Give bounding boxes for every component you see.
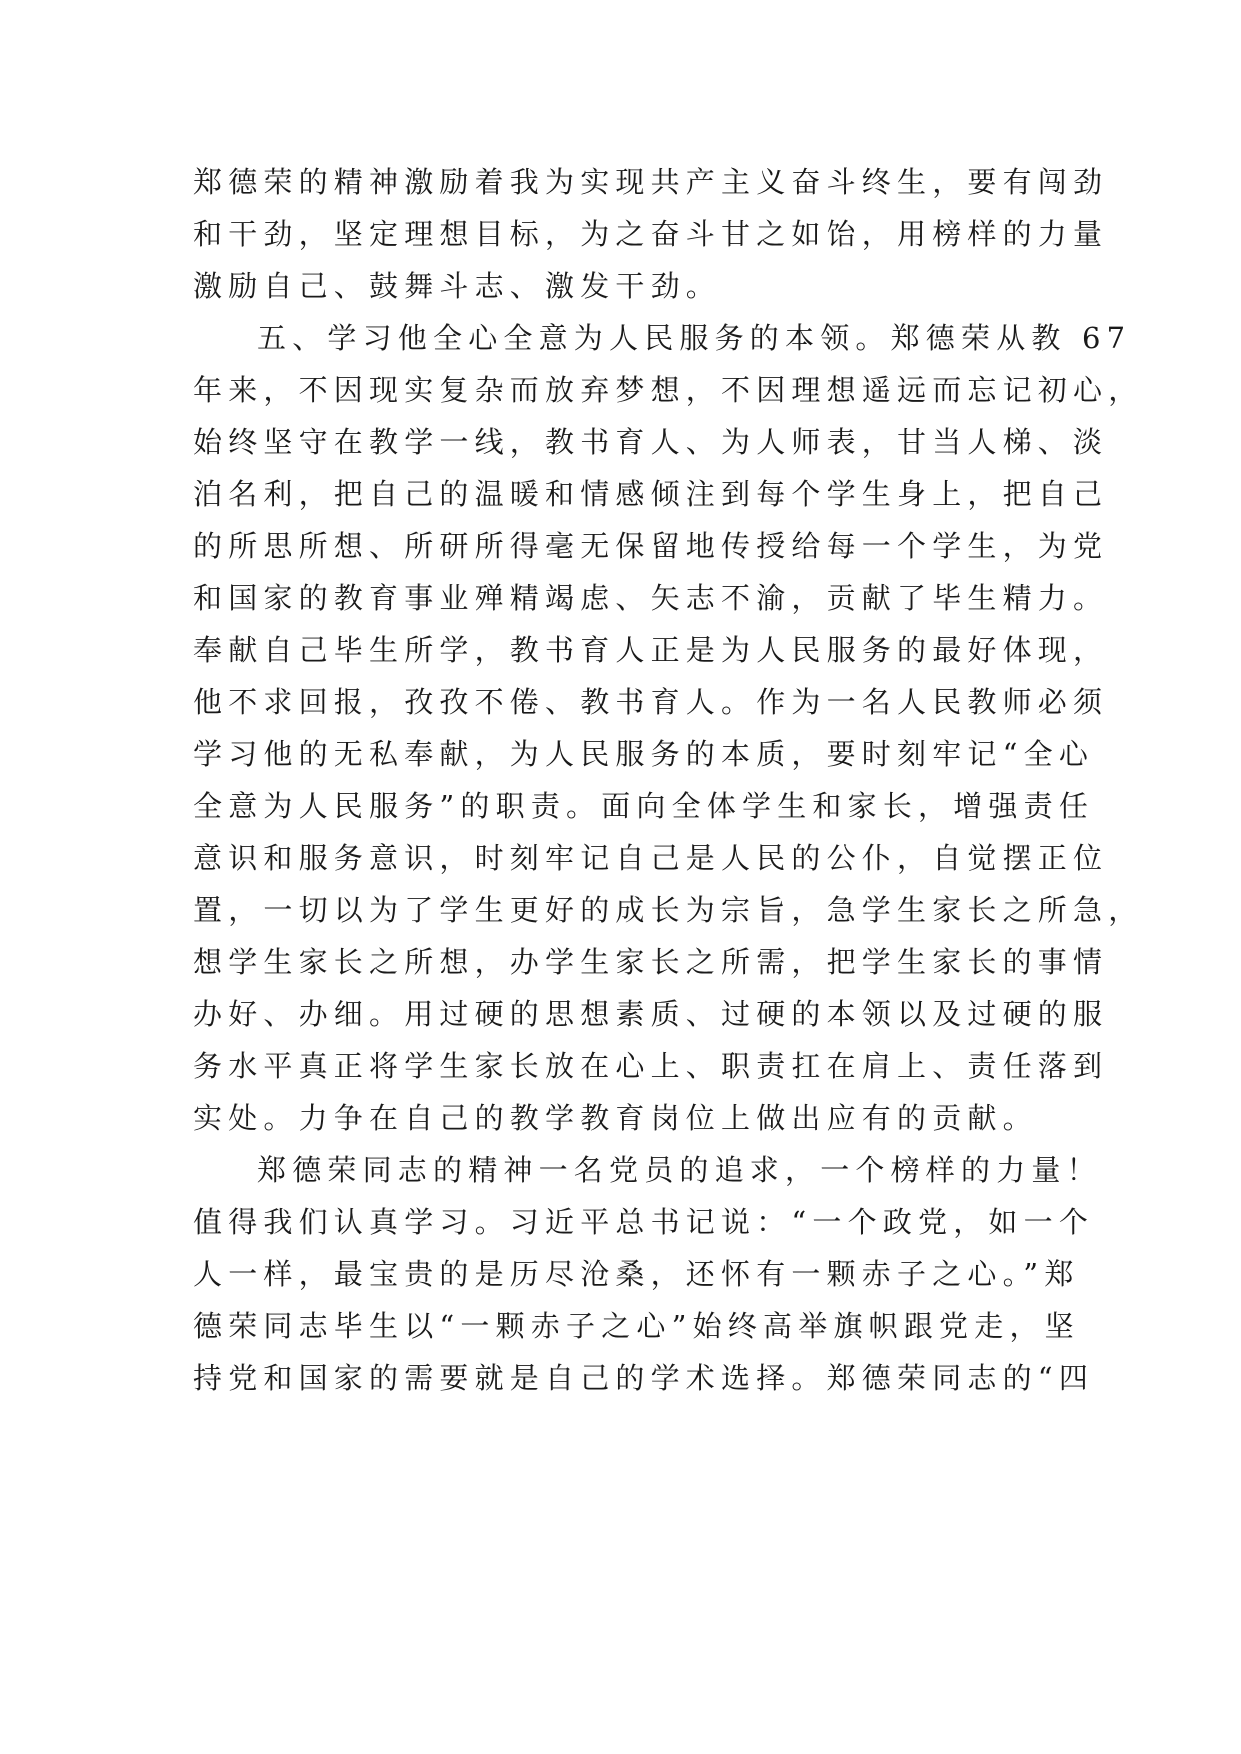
- text-line-21: 值得我们认真学习。习近平总书记说：“一个政党，如一个: [193, 1205, 1095, 1239]
- text-line-23: 德荣同志毕生以“一颗赤子之心”始终高举旗帜跟党走，坚: [193, 1309, 1080, 1343]
- text-line-3: 激励自己、鼓舞斗志、激发干劲。: [193, 269, 722, 303]
- text-line-8: 的所思所想、所研所得毫无保留地传授给每一个学生，为党: [193, 529, 1109, 563]
- text-line-19: 实处。力争在自己的教学教育岗位上做出应有的贡献。: [193, 1101, 1038, 1135]
- text-line-16: 想学生家长之所想，办学生家长之所需，把学生家长的事情: [193, 945, 1109, 979]
- text-line-9: 和国家的教育事业殚精竭虑、矢志不渝，贡献了毕生精力。: [193, 581, 1109, 615]
- text-line-13: 全意为人民服务”的职责。面向全体学生和家长，增强责任: [193, 789, 1095, 823]
- text-line-11: 他不求回报，孜孜不倦、教书育人。作为一名人民教师必须: [193, 685, 1109, 719]
- text-line-14: 意识和服务意识，时刻牢记自己是人民的公仆，自觉摆正位: [193, 841, 1109, 875]
- text-line-10: 奉献自己毕生所学，教书育人正是为人民服务的最好体现，: [193, 633, 1109, 667]
- text-line-2: 和干劲，坚定理想目标，为之奋斗甘之如饴，用榜样的力量: [193, 217, 1109, 251]
- text-line-17: 办好、办细。用过硬的思想素质、过硬的本领以及过硬的服: [193, 997, 1109, 1031]
- text-line-6: 始终坚守在教学一线，教书育人、为人师表，甘当人梯、淡: [193, 425, 1109, 459]
- text-line-15: 置，一切以为了学生更好的成长为宗旨，急学生家长之所急，: [193, 893, 1144, 927]
- text-line-12: 学习他的无私奉献，为人民服务的本质，要时刻牢记“全心: [193, 737, 1095, 771]
- text-line-5: 年来，不因现实复杂而放弃梦想，不因理想遥远而忘记初心，: [193, 373, 1144, 407]
- text-line-7: 泊名利，把自己的温暖和情感倾注到每个学生身上，把自己: [193, 477, 1109, 511]
- text-line-22: 人一样，最宝贵的是历尽沧桑，还怀有一颗赤子之心。”郑: [193, 1257, 1080, 1291]
- paragraph-5-first-line: 五、学习他全心全意为人民服务的本领。郑德荣从教 67: [257, 321, 1132, 355]
- closing-paragraph-first-line: 郑德荣同志的精神一名党员的追求，一个榜样的力量！: [257, 1153, 1102, 1187]
- text-line-18: 务水平真正将学生家长放在心上、职责扛在肩上、责任落到: [193, 1049, 1109, 1083]
- text-line-1: 郑德荣的精神激励着我为实现共产主义奋斗终生，要有闯劲: [193, 165, 1109, 199]
- text-line-24: 持党和国家的需要就是自己的学术选择。郑德荣同志的“四: [193, 1361, 1095, 1395]
